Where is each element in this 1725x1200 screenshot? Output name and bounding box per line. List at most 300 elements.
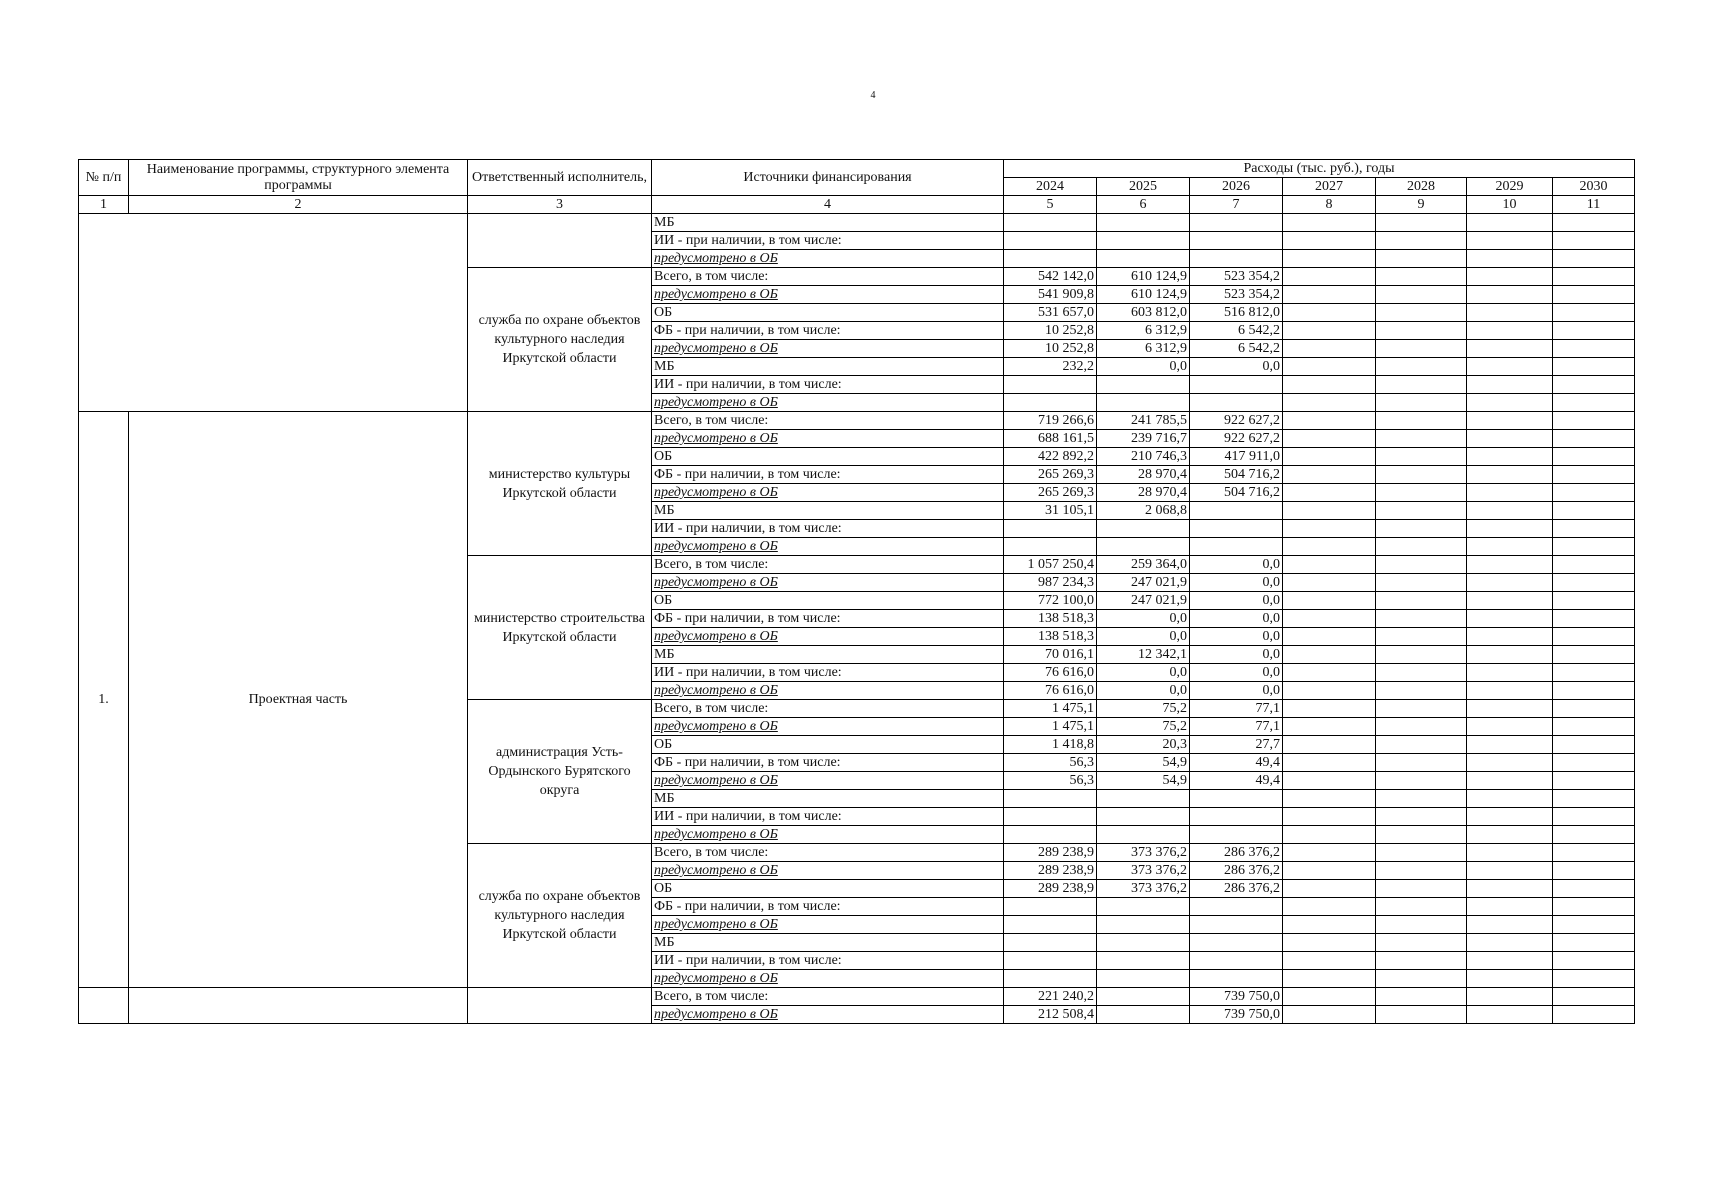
amount-cell: 28 970,4: [1097, 466, 1190, 484]
empty-cell: [1553, 1006, 1635, 1024]
empty-cell: [1376, 934, 1467, 952]
empty-cell: [1283, 790, 1376, 808]
empty-cell: [1553, 790, 1635, 808]
amount-cell: [1190, 250, 1283, 268]
empty-cell: [1467, 448, 1553, 466]
empty-cell: [1376, 574, 1467, 592]
amount-cell: 49,4: [1190, 772, 1283, 790]
amount-cell: [1190, 214, 1283, 232]
funding-source: предусмотрено в ОБ: [652, 1006, 1004, 1024]
empty-cell: [1553, 448, 1635, 466]
funding-source: предусмотрено в ОБ: [652, 430, 1004, 448]
amount-cell: [1097, 988, 1190, 1006]
funding-source: МБ: [652, 358, 1004, 376]
empty-cell: [1283, 880, 1376, 898]
executor-blank: [468, 214, 652, 268]
empty-cell: [1376, 628, 1467, 646]
funding-source: предусмотрено в ОБ: [652, 250, 1004, 268]
amount-cell: 504 716,2: [1190, 484, 1283, 502]
funding-source: МБ: [652, 934, 1004, 952]
empty-cell: [1283, 898, 1376, 916]
empty-cell: [1467, 484, 1553, 502]
amount-cell: [1190, 538, 1283, 556]
amount-cell: 0,0: [1097, 682, 1190, 700]
amount-cell: 531 657,0: [1004, 304, 1097, 322]
empty-cell: [1467, 430, 1553, 448]
executor-cell: служба по охране объектов культурного наследия Иркутской области: [468, 844, 652, 988]
amount-cell: [1004, 394, 1097, 412]
empty-cell: [1283, 268, 1376, 286]
column-number: 6: [1097, 196, 1190, 214]
funding-source: ФБ - при наличии, в том числе:: [652, 610, 1004, 628]
empty-cell: [1376, 988, 1467, 1006]
empty-cell: [1283, 700, 1376, 718]
amount-cell: 286 376,2: [1190, 862, 1283, 880]
column-number: 2: [129, 196, 468, 214]
empty-cell: [1553, 736, 1635, 754]
amount-cell: 6 312,9: [1097, 322, 1190, 340]
funding-source: ФБ - при наличии, в том числе:: [652, 322, 1004, 340]
amount-cell: 239 716,7: [1097, 430, 1190, 448]
amount-cell: 0,0: [1190, 592, 1283, 610]
empty-cell: [1283, 718, 1376, 736]
empty-cell: [1553, 484, 1635, 502]
empty-cell: [1283, 610, 1376, 628]
empty-cell: [1553, 214, 1635, 232]
amount-cell: 54,9: [1097, 754, 1190, 772]
amount-cell: 739 750,0: [1190, 1006, 1283, 1024]
amount-cell: 0,0: [1190, 358, 1283, 376]
empty-cell: [1283, 556, 1376, 574]
amount-cell: 0,0: [1190, 628, 1283, 646]
empty-cell: [1376, 772, 1467, 790]
empty-cell: [1283, 736, 1376, 754]
amount-cell: 241 785,5: [1097, 412, 1190, 430]
funding-source: МБ: [652, 790, 1004, 808]
amount-cell: 373 376,2: [1097, 844, 1190, 862]
amount-cell: 0,0: [1190, 682, 1283, 700]
empty-cell: [1553, 916, 1635, 934]
funding-source: Всего, в том числе:: [652, 988, 1004, 1006]
table-row: [79, 412, 1635, 430]
column-number: 4: [652, 196, 1004, 214]
amount-cell: 523 354,2: [1190, 268, 1283, 286]
funding-source: предусмотрено в ОБ: [652, 718, 1004, 736]
empty-cell: [1376, 268, 1467, 286]
empty-cell: [1553, 772, 1635, 790]
empty-cell: [1467, 232, 1553, 250]
empty-cell: [1283, 286, 1376, 304]
merged-blank-cell: [79, 214, 468, 412]
empty-cell: [1376, 754, 1467, 772]
empty-cell: [1467, 952, 1553, 970]
empty-cell: [1376, 790, 1467, 808]
empty-cell: [1376, 1006, 1467, 1024]
empty-cell: [1553, 952, 1635, 970]
header-col-num: № п/п: [79, 160, 129, 196]
funding-source: ОБ: [652, 880, 1004, 898]
empty-cell: [1553, 376, 1635, 394]
amount-cell: 77,1: [1190, 700, 1283, 718]
amount-cell: 1 418,8: [1004, 736, 1097, 754]
funding-source: Всего, в том числе:: [652, 412, 1004, 430]
page-number: 4: [870, 90, 876, 101]
empty-cell: [1553, 286, 1635, 304]
empty-cell: [1376, 448, 1467, 466]
empty-cell: [1376, 952, 1467, 970]
amount-cell: [1004, 538, 1097, 556]
empty-cell: [1467, 592, 1553, 610]
amount-cell: [1004, 934, 1097, 952]
header-row-1: [79, 160, 1635, 178]
funding-source: ОБ: [652, 448, 1004, 466]
amount-cell: 739 750,0: [1190, 988, 1283, 1006]
empty-cell: [1283, 502, 1376, 520]
empty-cell: [1376, 412, 1467, 430]
funding-source: предусмотрено в ОБ: [652, 970, 1004, 988]
empty-cell: [1553, 322, 1635, 340]
executor-cell: служба по охране объектов культурного наследия Иркутской области: [468, 268, 652, 412]
empty-cell: [1467, 628, 1553, 646]
empty-cell: [1376, 862, 1467, 880]
amount-cell: 76 616,0: [1004, 664, 1097, 682]
funding-source: ИИ - при наличии, в том числе:: [652, 664, 1004, 682]
amount-cell: 2 068,8: [1097, 502, 1190, 520]
amount-cell: 10 252,8: [1004, 322, 1097, 340]
empty-cell: [1467, 322, 1553, 340]
amount-cell: 922 627,2: [1190, 430, 1283, 448]
header-year: 2025: [1097, 178, 1190, 196]
empty-cell: [1467, 394, 1553, 412]
empty-cell: [1467, 898, 1553, 916]
empty-cell: [1376, 736, 1467, 754]
amount-cell: 1 057 250,4: [1004, 556, 1097, 574]
empty-cell: [1467, 376, 1553, 394]
funding-source: ФБ - при наличии, в том числе:: [652, 466, 1004, 484]
amount-cell: [1097, 790, 1190, 808]
empty-cell: [1376, 880, 1467, 898]
amount-cell: [1097, 538, 1190, 556]
empty-cell: [1376, 286, 1467, 304]
empty-cell: [1467, 844, 1553, 862]
funding-source: ОБ: [652, 304, 1004, 322]
executor-cell: администрация Усть-Ордынского Бурятского округа: [468, 700, 652, 844]
amount-cell: 719 266,6: [1004, 412, 1097, 430]
empty-cell: [1467, 682, 1553, 700]
funding-source: предусмотрено в ОБ: [652, 286, 1004, 304]
empty-cell: [1467, 574, 1553, 592]
amount-cell: 28 970,4: [1097, 484, 1190, 502]
empty-cell: [1553, 682, 1635, 700]
amount-cell: [1190, 934, 1283, 952]
empty-cell: [1467, 718, 1553, 736]
empty-cell: [1283, 304, 1376, 322]
empty-cell: [1467, 916, 1553, 934]
amount-cell: [1190, 232, 1283, 250]
empty-cell: [1467, 250, 1553, 268]
amount-cell: 987 234,3: [1004, 574, 1097, 592]
empty-cell: [1553, 538, 1635, 556]
amount-cell: 6 542,2: [1190, 322, 1283, 340]
amount-cell: 77,1: [1190, 718, 1283, 736]
funding-source: ИИ - при наличии, в том числе:: [652, 808, 1004, 826]
amount-cell: [1190, 916, 1283, 934]
empty-cell: [1553, 250, 1635, 268]
funding-source: предусмотрено в ОБ: [652, 916, 1004, 934]
empty-cell: [1553, 520, 1635, 538]
amount-cell: 138 518,3: [1004, 610, 1097, 628]
amount-cell: 0,0: [1097, 358, 1190, 376]
empty-cell: [1467, 358, 1553, 376]
funding-source: Всего, в том числе:: [652, 844, 1004, 862]
empty-cell: [1283, 916, 1376, 934]
amount-cell: 0,0: [1097, 628, 1190, 646]
empty-cell: [1553, 232, 1635, 250]
funding-source: ФБ - при наличии, в том числе:: [652, 754, 1004, 772]
empty-cell: [1467, 754, 1553, 772]
empty-cell: [1553, 844, 1635, 862]
section-name: Проектная часть: [129, 412, 468, 988]
empty-cell: [1283, 484, 1376, 502]
amount-cell: [1004, 952, 1097, 970]
amount-cell: [1097, 1006, 1190, 1024]
empty-cell: [1283, 646, 1376, 664]
amount-cell: 688 161,5: [1004, 430, 1097, 448]
funding-source: предусмотрено в ОБ: [652, 574, 1004, 592]
empty-cell: [1376, 664, 1467, 682]
executor-cell: министерство культуры Иркутской области: [468, 412, 652, 556]
amount-cell: 49,4: [1190, 754, 1283, 772]
header-year: 2030: [1553, 178, 1635, 196]
empty-cell: [1283, 970, 1376, 988]
amount-cell: [1190, 952, 1283, 970]
column-number: 3: [468, 196, 652, 214]
amount-cell: [1004, 898, 1097, 916]
empty-cell: [1283, 250, 1376, 268]
empty-cell: [1467, 970, 1553, 988]
blank-cell: [79, 988, 129, 1024]
empty-cell: [1376, 322, 1467, 340]
amount-cell: 610 124,9: [1097, 286, 1190, 304]
amount-cell: [1004, 232, 1097, 250]
funding-source: предусмотрено в ОБ: [652, 682, 1004, 700]
amount-cell: 0,0: [1190, 574, 1283, 592]
empty-cell: [1553, 808, 1635, 826]
empty-cell: [1376, 700, 1467, 718]
empty-cell: [1376, 538, 1467, 556]
amount-cell: 70 016,1: [1004, 646, 1097, 664]
amount-cell: [1097, 952, 1190, 970]
header-row-numbers: [79, 196, 1635, 214]
empty-cell: [1283, 340, 1376, 358]
empty-cell: [1283, 664, 1376, 682]
amount-cell: [1190, 898, 1283, 916]
empty-cell: [1467, 1006, 1553, 1024]
amount-cell: 422 892,2: [1004, 448, 1097, 466]
header-year: 2029: [1467, 178, 1553, 196]
empty-cell: [1376, 808, 1467, 826]
empty-cell: [1467, 826, 1553, 844]
amount-cell: 210 746,3: [1097, 448, 1190, 466]
amount-cell: 75,2: [1097, 718, 1190, 736]
empty-cell: [1283, 808, 1376, 826]
amount-cell: 286 376,2: [1190, 880, 1283, 898]
empty-cell: [1553, 826, 1635, 844]
column-number: 11: [1553, 196, 1635, 214]
amount-cell: 373 376,2: [1097, 880, 1190, 898]
amount-cell: [1097, 826, 1190, 844]
empty-cell: [1376, 556, 1467, 574]
empty-cell: [1376, 466, 1467, 484]
empty-cell: [1467, 268, 1553, 286]
amount-cell: 12 342,1: [1097, 646, 1190, 664]
amount-cell: 0,0: [1097, 664, 1190, 682]
empty-cell: [1376, 340, 1467, 358]
empty-cell: [1467, 340, 1553, 358]
amount-cell: [1004, 520, 1097, 538]
funding-source: ИИ - при наличии, в том числе:: [652, 952, 1004, 970]
empty-cell: [1553, 430, 1635, 448]
empty-cell: [1283, 412, 1376, 430]
amount-cell: [1190, 790, 1283, 808]
header-col-name: Наименование программы, структурного элемента программы: [129, 160, 468, 196]
funding-source: МБ: [652, 214, 1004, 232]
empty-cell: [1553, 970, 1635, 988]
empty-cell: [1283, 520, 1376, 538]
amount-cell: [1190, 520, 1283, 538]
amount-cell: [1004, 250, 1097, 268]
empty-cell: [1376, 376, 1467, 394]
empty-cell: [1376, 718, 1467, 736]
funding-source: ФБ - при наличии, в том числе:: [652, 898, 1004, 916]
empty-cell: [1376, 484, 1467, 502]
empty-cell: [1553, 466, 1635, 484]
empty-cell: [1283, 826, 1376, 844]
empty-cell: [1283, 952, 1376, 970]
amount-cell: 20,3: [1097, 736, 1190, 754]
column-number: 5: [1004, 196, 1097, 214]
amount-cell: [1097, 250, 1190, 268]
funding-source: Всего, в том числе:: [652, 556, 1004, 574]
empty-cell: [1467, 214, 1553, 232]
empty-cell: [1283, 448, 1376, 466]
empty-cell: [1467, 862, 1553, 880]
funding-source: Всего, в том числе:: [652, 700, 1004, 718]
empty-cell: [1283, 376, 1376, 394]
funding-source: предусмотрено в ОБ: [652, 772, 1004, 790]
empty-cell: [1553, 268, 1635, 286]
amount-cell: 523 354,2: [1190, 286, 1283, 304]
amount-cell: 0,0: [1190, 556, 1283, 574]
empty-cell: [1553, 592, 1635, 610]
amount-cell: [1190, 502, 1283, 520]
empty-cell: [1467, 466, 1553, 484]
empty-cell: [1467, 610, 1553, 628]
empty-cell: [1553, 610, 1635, 628]
amount-cell: 286 376,2: [1190, 844, 1283, 862]
empty-cell: [1283, 358, 1376, 376]
empty-cell: [1376, 898, 1467, 916]
amount-cell: 138 518,3: [1004, 628, 1097, 646]
empty-cell: [1553, 700, 1635, 718]
empty-cell: [1283, 682, 1376, 700]
amount-cell: 247 021,9: [1097, 574, 1190, 592]
empty-cell: [1283, 592, 1376, 610]
amount-cell: 6 542,2: [1190, 340, 1283, 358]
amount-cell: 54,9: [1097, 772, 1190, 790]
empty-cell: [1467, 646, 1553, 664]
empty-cell: [1376, 646, 1467, 664]
amount-cell: 31 105,1: [1004, 502, 1097, 520]
amount-cell: 221 240,2: [1004, 988, 1097, 1006]
empty-cell: [1553, 574, 1635, 592]
empty-cell: [1553, 898, 1635, 916]
amount-cell: 0,0: [1190, 664, 1283, 682]
amount-cell: 516 812,0: [1190, 304, 1283, 322]
empty-cell: [1467, 304, 1553, 322]
amount-cell: 247 021,9: [1097, 592, 1190, 610]
amount-cell: 610 124,9: [1097, 268, 1190, 286]
empty-cell: [1467, 286, 1553, 304]
amount-cell: [1004, 214, 1097, 232]
amount-cell: [1097, 898, 1190, 916]
table-row: [79, 988, 1635, 1006]
empty-cell: [1283, 1006, 1376, 1024]
amount-cell: [1004, 916, 1097, 934]
empty-cell: [1553, 754, 1635, 772]
amount-cell: 10 252,8: [1004, 340, 1097, 358]
section-number: 1.: [79, 412, 129, 988]
empty-cell: [1283, 394, 1376, 412]
amount-cell: [1097, 970, 1190, 988]
amount-cell: 603 812,0: [1097, 304, 1190, 322]
empty-cell: [1283, 772, 1376, 790]
empty-cell: [1467, 538, 1553, 556]
amount-cell: [1097, 808, 1190, 826]
empty-cell: [1553, 862, 1635, 880]
empty-cell: [1553, 988, 1635, 1006]
amount-cell: 289 238,9: [1004, 844, 1097, 862]
amount-cell: 27,7: [1190, 736, 1283, 754]
empty-cell: [1467, 520, 1553, 538]
empty-cell: [1283, 214, 1376, 232]
amount-cell: [1190, 394, 1283, 412]
amount-cell: 0,0: [1097, 610, 1190, 628]
amount-cell: 232,2: [1004, 358, 1097, 376]
amount-cell: 56,3: [1004, 754, 1097, 772]
table-row: [79, 214, 1635, 232]
amount-cell: [1190, 376, 1283, 394]
column-number: 9: [1376, 196, 1467, 214]
funding-source: ОБ: [652, 736, 1004, 754]
amount-cell: 504 716,2: [1190, 466, 1283, 484]
funding-source: ИИ - при наличии, в том числе:: [652, 376, 1004, 394]
funding-source: предусмотрено в ОБ: [652, 538, 1004, 556]
amount-cell: 922 627,2: [1190, 412, 1283, 430]
empty-cell: [1467, 880, 1553, 898]
blank-cell: [468, 988, 652, 1024]
amount-cell: 265 269,3: [1004, 466, 1097, 484]
empty-cell: [1553, 340, 1635, 358]
header-year: 2028: [1376, 178, 1467, 196]
column-number: 10: [1467, 196, 1553, 214]
empty-cell: [1283, 466, 1376, 484]
header-year: 2027: [1283, 178, 1376, 196]
empty-cell: [1376, 214, 1467, 232]
empty-cell: [1467, 736, 1553, 754]
funding-source: предусмотрено в ОБ: [652, 826, 1004, 844]
funding-source: Всего, в том числе:: [652, 268, 1004, 286]
